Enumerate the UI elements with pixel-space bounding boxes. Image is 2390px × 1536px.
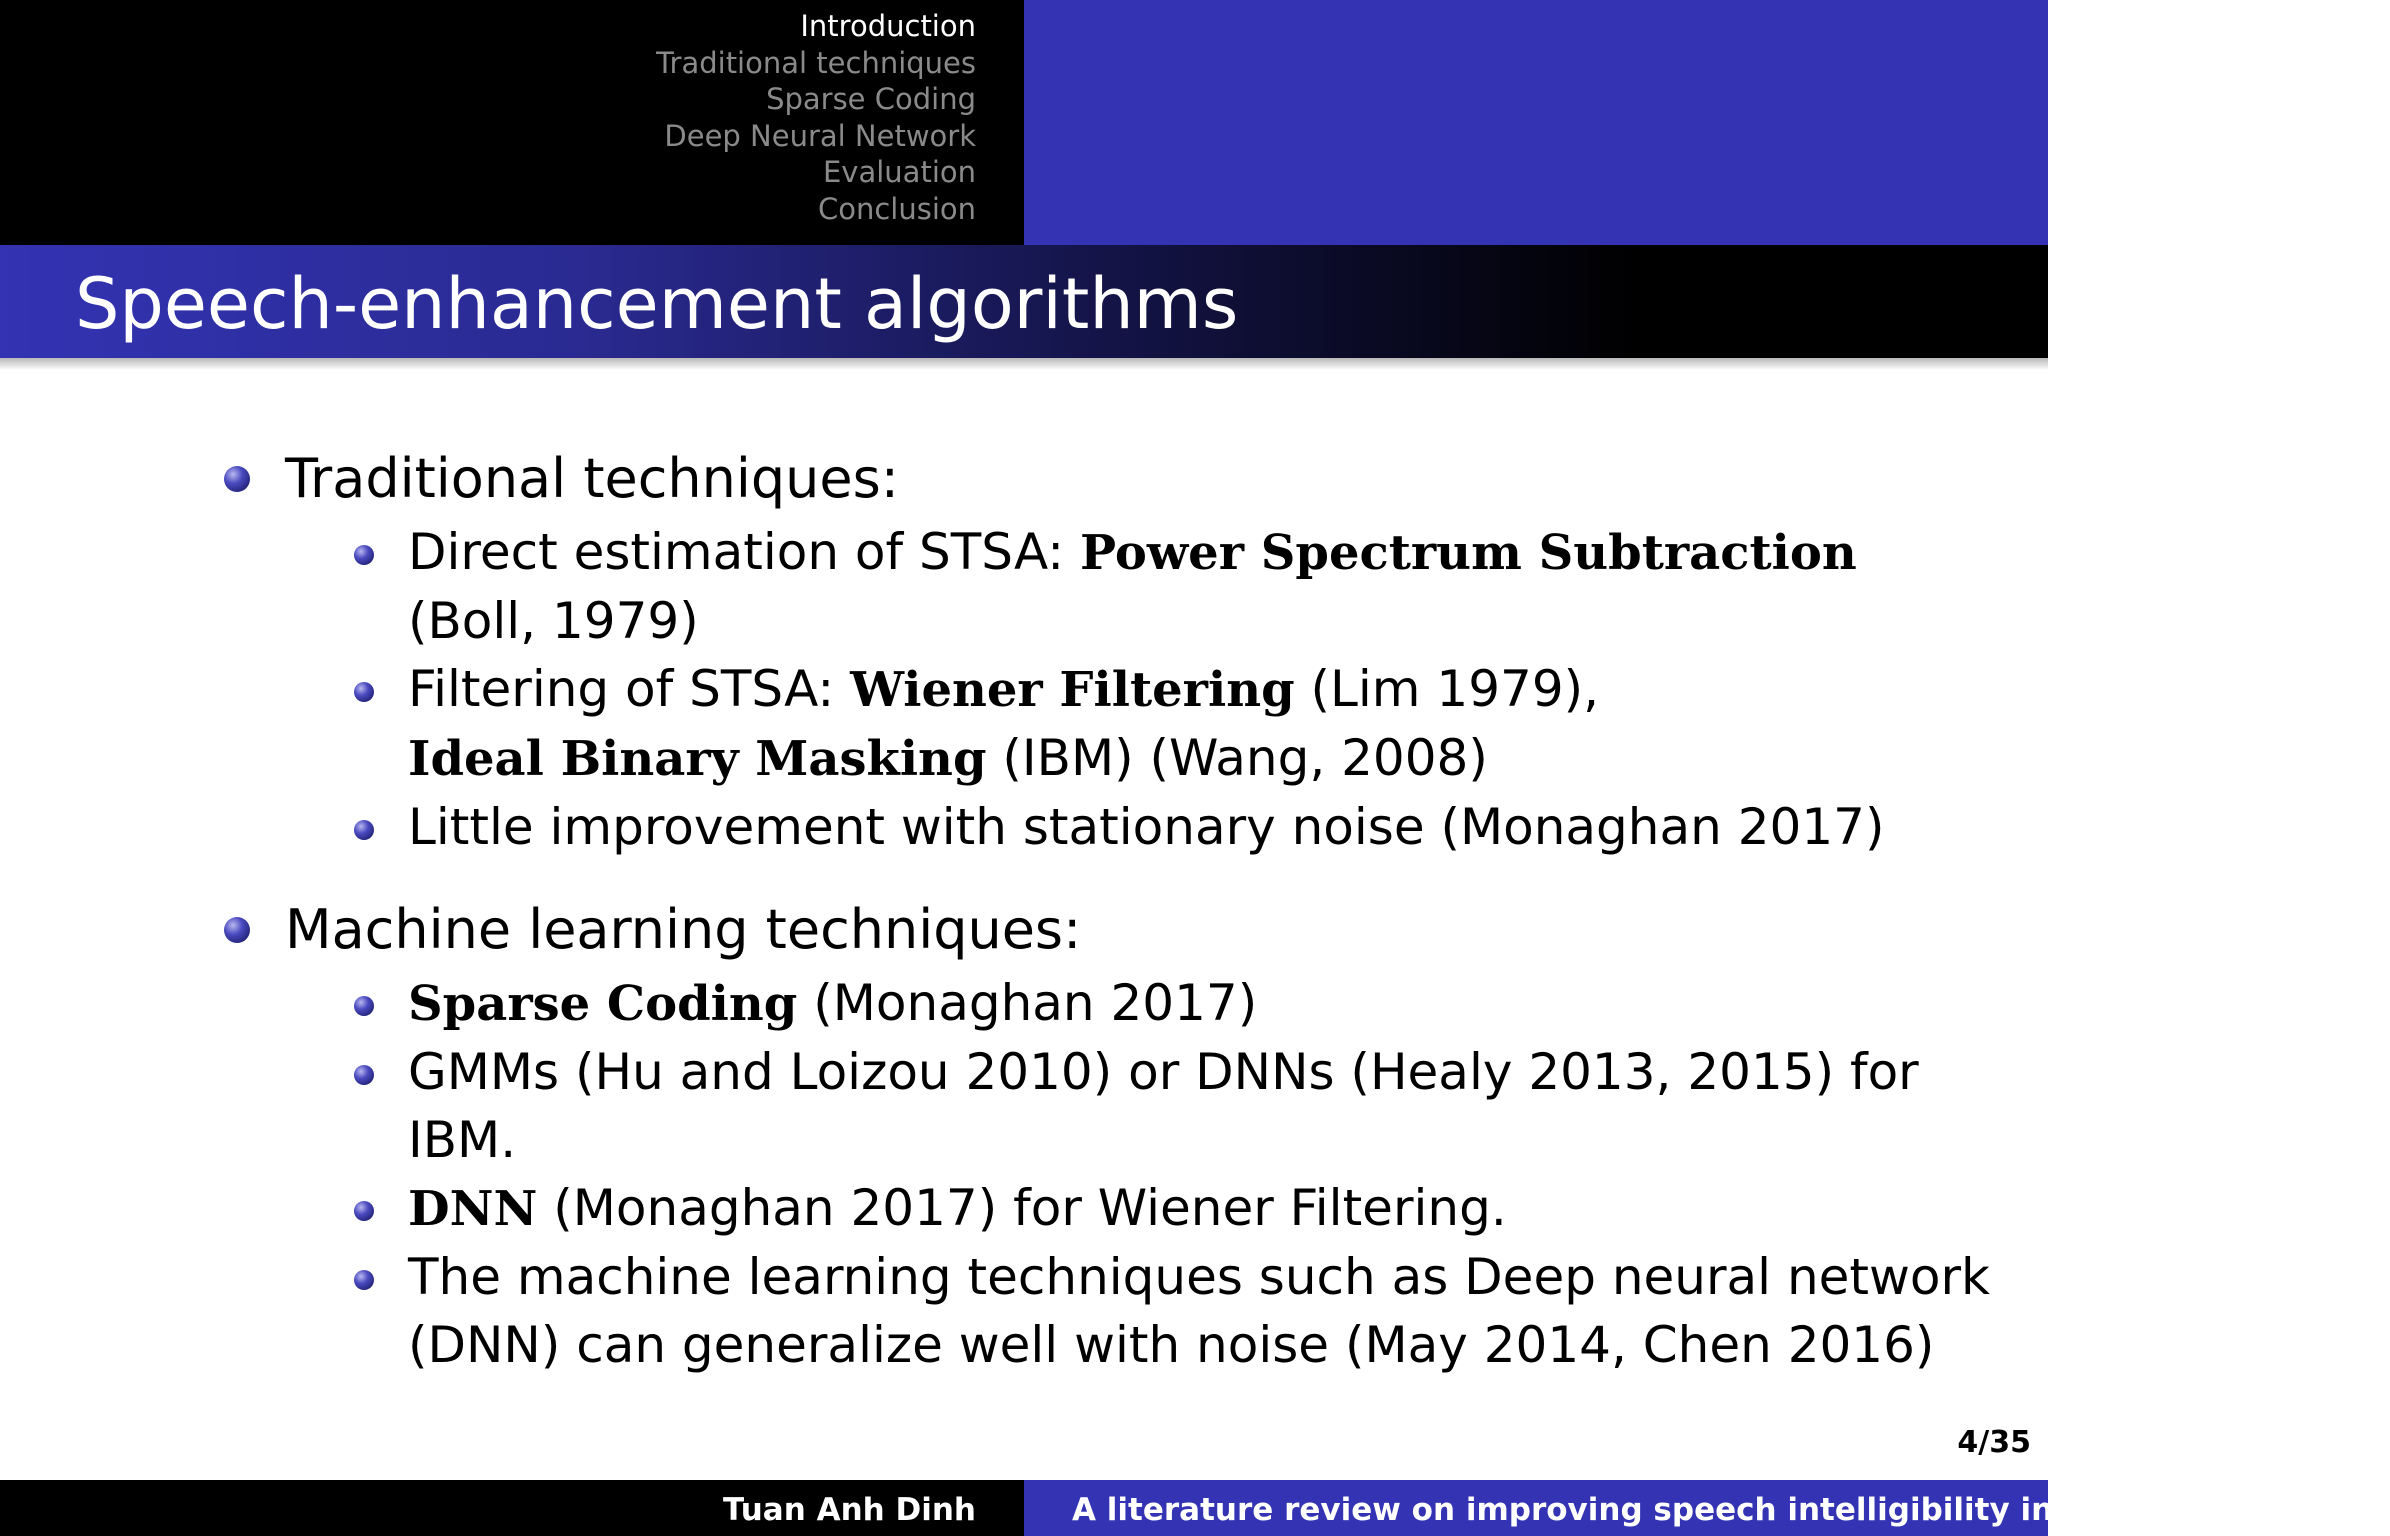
page-number: 4/35 [1957,1425,2031,1460]
footer-title: A literature review on improving speech intelligibility in noisy environment [1072,1492,2390,1528]
machine-learning-techniques-list [0,969,2048,1379]
list-item [0,655,2048,793]
title-bar-shadow [0,358,2048,370]
bullet-icon [354,820,374,840]
bullet-icon [354,682,374,702]
item-emphasis: Ideal Binary Masking [408,731,987,787]
list-item [0,793,2048,861]
item-emphasis: Sparse Coding [408,976,798,1032]
item-text: (Monaghan 2017) for Wiener Filtering. [537,1179,1507,1237]
nav-item-introduction[interactable]: Introduction [800,9,976,43]
bullet-heading: Traditional techniques: [285,447,899,510]
nav-item-evaluation[interactable]: Evaluation [822,155,976,190]
nav-item-sparse-coding[interactable]: Sparse Coding [766,82,976,117]
item-emphasis: Power Spectrum Subtraction [1080,525,1857,581]
bullet-icon [354,1201,374,1221]
bullet-icon [354,996,374,1016]
bullet-machine-learning-techniques [0,891,2048,969]
item-text: Little improvement with stationary noise (Monaghan 2017) [408,798,1885,856]
list-item [0,969,2048,1038]
item-text: (Lim 1979), [1294,660,1600,718]
footer-author-panel [0,1480,1024,1536]
bullet-icon [224,917,250,943]
nav-item-traditional-techniques[interactable]: Traditional techniques [656,45,976,80]
traditional-techniques-list [0,518,2048,861]
nav-item-conclusion[interactable]: Conclusion [817,191,976,226]
item-text: Filtering of STSA: [408,660,851,718]
bullet-icon [354,1065,374,1085]
item-text: The machine learning techniques such as Deep neural network [408,1248,1991,1306]
item-text-continuation: (DNN) can generalize well with noise (May 2014, Chen 2016) [408,1316,1935,1374]
header-blue-panel [1024,0,2048,245]
item-text: GMMs (Hu and Loizou 2010) or DNNs (Healy 2013, 2015) for [408,1043,1919,1101]
item-text: (Monaghan 2017) [797,974,1258,1032]
nav-item-deep-neural-network[interactable]: Deep Neural Network [664,118,976,153]
list-item [0,1243,2048,1379]
bullet-icon [354,1270,374,1290]
item-text-continuation: (Boll, 1979) [408,592,699,650]
item-emphasis: DNN [408,1181,538,1237]
bullet-icon [224,466,250,492]
header-navigation [0,0,1024,245]
footer-title-panel [1024,1480,2390,1536]
item-emphasis: Wiener Filtering [850,662,1295,718]
list-item [0,1038,2048,1174]
list-item [0,1174,2048,1243]
section-nav-list [656,8,976,228]
list-item [0,518,2048,655]
item-text-continuation: (IBM) (Wang, 2008) [986,729,1488,787]
bullet-icon [354,545,374,565]
footer-author: Tuan Anh Dinh [722,1492,976,1528]
bullet-heading: Machine learning techniques: [285,898,1082,961]
item-text: Direct estimation of STSA: [408,523,1081,581]
item-text-continuation: IBM. [408,1111,517,1169]
slide-content [0,440,2048,1379]
slide-title: Speech-enhancement algorithms [75,263,1239,345]
bullet-traditional-techniques [0,440,2048,518]
